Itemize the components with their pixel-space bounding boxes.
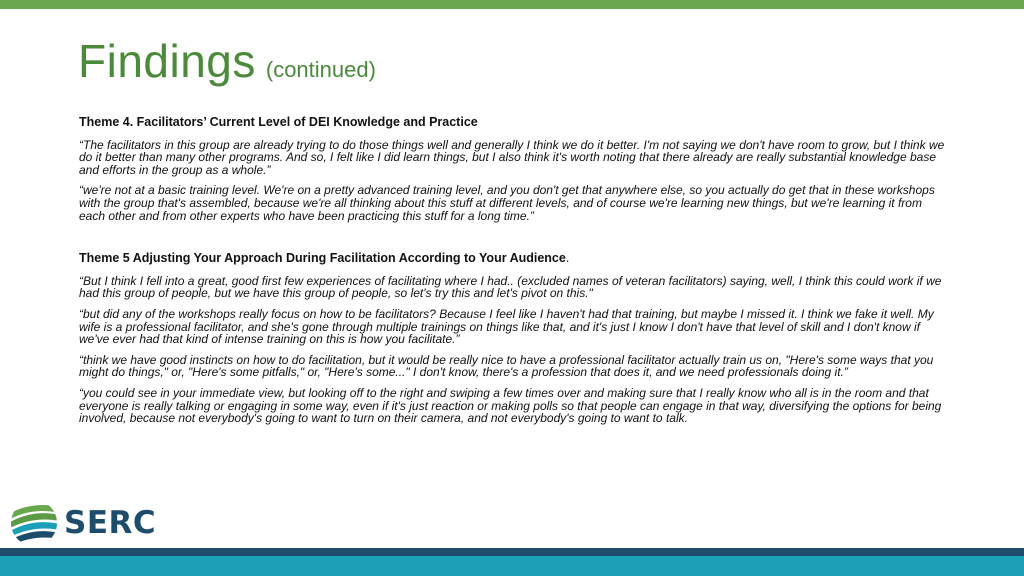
title-sub: (continued) [265,57,376,82]
theme5-quote-2: “but did any of the workshops really focus on how to be facilitators? Because I feel like I haven't had that training, but maybe I missed it. I think we fake it well. My wife is a professional facilitator, and she's gone through multiple trainings on things like that, and it's just I know I don't have that level of skill and I don't know if we've ever had that kind of intense training on this is how you facilitate.” [79,306,934,347]
slide-body [79,116,951,433]
slide-title [78,34,376,88]
top-accent-bar [0,0,1024,9]
theme5-quote-4: “you could see in your immediate view, but looking off to the right and swiping a few times over and making sure that I really know who all is in the room and that everyone is really talking or engaging in some way, even if it's just reaction or making polls so that people can engage in that way, diversifying the options for being involved, because not everybody's going to want to turn on their camera, and not everybody's going to want to talk. [79,385,942,426]
title-main: Findings [78,35,256,87]
theme5-heading [79,252,951,265]
theme5-heading-text: Theme 5 Adjusting Your Approach During Facilitation According to Your Audience [79,251,566,266]
serc-logo-text: SERC [64,505,157,541]
theme5-quote-1: “But I think I fell into a great, good first few experiences of facilitating where I had.. (excluded names of veteran facilitators) saying, well, I think this could work if we had this group of people, but we have this group of people, so let's try this and let's pivot on this." [79,273,942,301]
theme5-quote-3: “think we have good instincts on how to do facilitation, but it would be really nice to have a professional facilitator actually train us on, "Here's some ways that you might do things," or, "Here's some pitfalls," or, "Here's some..." I don't know, there's a profession that does it, and we need professionals doing it.” [79,352,934,380]
section-gap [79,230,951,252]
footer-band [0,548,1024,576]
theme5-heading-period: . [565,251,570,266]
footer-dark-stripe [0,548,1024,556]
theme4-quote-2: “we're not at a basic training level. We're on a pretty advanced training level, and you don't get that anywhere else, so you actually do get that in these workshops with the group that's assembled, because we're all thinking about this stuff at different levels, and of course we're learning new things, but we're learning it from each other and from other experts who have been practicing this stuff for a long time.” [79,183,935,223]
serc-globe-icon [10,499,64,547]
theme4-heading: Theme 4. Facilitators’ Current Level of DEI Knowledge and Practice [79,115,478,129]
theme4-quote-1: “The facilitators in this group are already trying to do those things well and generally I think we do it better. I'm not saying we don't have room to grow, but I think we do it better than many other programs. And so, I felt like I did learn things, but I also think it's worth noting that there already are really substantial knowledge base and efforts in the group as a whole.” [79,137,945,177]
